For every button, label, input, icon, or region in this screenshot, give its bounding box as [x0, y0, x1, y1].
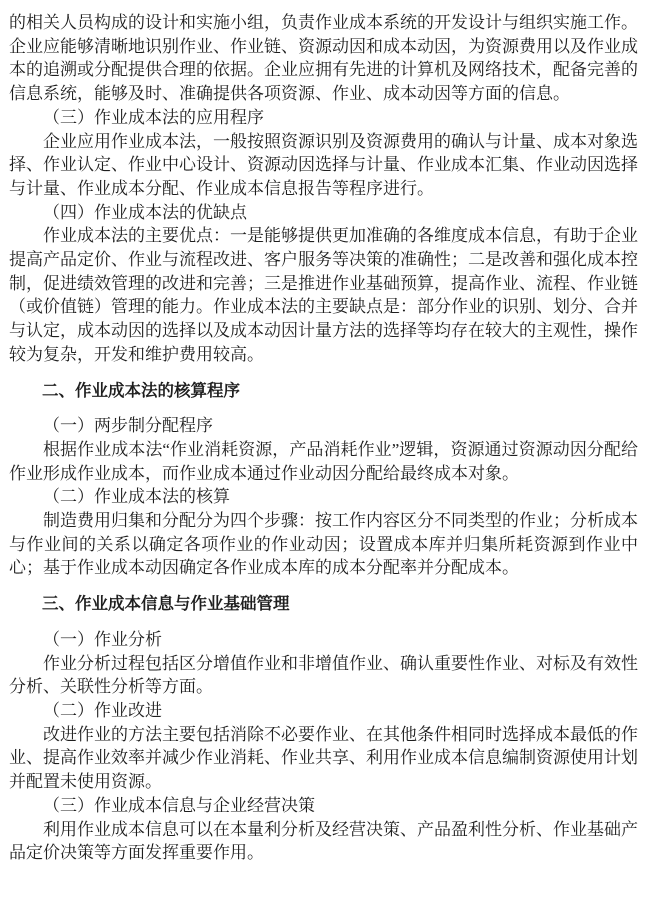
body-paragraph: 根据作业成本法“作业消耗资源，产品消耗作业”逻辑，资源通过资源动因分配给作业形成作业成本，而作业成本通过作业动因分配给最终成本对象。 — [9, 439, 638, 483]
sub-heading: （二）作业改进 — [43, 700, 162, 720]
body-paragraph: 企业应用作业成本法，一般按照资源识别及资源费用的确认与计量、成本对象选择、作业认定、作业中心设计、资源动因选择与计量、作业成本汇集、作业动因选择与计量、作业成本分配、作业成本信息报告等程序进行。 — [9, 131, 638, 198]
body-paragraph: 作业分析过程包括区分增值作业和非增值作业、确认重要性作业、对标及有效性分析、关联性分析等方面。 — [9, 653, 638, 697]
sub-heading: （一）作业分析 — [43, 629, 162, 649]
section-heading: 三、作业成本信息与作业基础管理 — [42, 595, 290, 614]
sub-heading: （三）作业成本信息与企业经营决策 — [43, 795, 315, 815]
body-paragraph: 制造费用归集和分配分为四个步骤：按工作内容区分不同类型的作业；分析成本与作业间的关系以确定各项作业的作业动因；设置成本库并归集所耗资源到作业中心；基于作业成本动因确定各作业成本库的成本分配率并分配成本。 — [9, 511, 638, 578]
body-paragraph: 的相关人员构成的设计和实施小组，负责作业成本系统的开发设计与组织实施工作。企业应能够清晰地识别作业、作业链、资源动因和成本动因，为资源费用以及作业成本的追溯或分配提供合理的依据。企业应拥有先进的计算机及网络技术，配备完善的信息系统，能够及时、准确提供各项资源、作业、成本动因等方面的信息。 — [9, 13, 638, 104]
sub-heading: （三）作业成本法的应用程序 — [43, 107, 264, 127]
body-paragraph: 作业成本法的主要优点：一是能够提供更加准确的各维度成本信息，有助于企业提高产品定价、作业与流程改进、客户服务等决策的准确性；二是改善和强化成本控制，促进绩效管理的改进和完善；三是推进作业基础预算，提高作业、流程、作业链（或价值链）管理的能力。作业成本法的主要缺点是：部分作业的识别、划分、合并与认定，成本动因的选择以及成本动因计量方法的选择等均存在较大的主观性，操作较为复杂，开发和维护费用较高。 — [9, 226, 638, 364]
body-paragraph: 改进作业的方法主要包括消除不必要作业、在其他条件相同时选择成本最低的作业、提高作业效率并减少作业消耗、作业共享、利用作业成本信息编制资源使用计划并配置未使用资源。 — [9, 724, 638, 792]
sub-heading: （二）作业成本法的核算 — [43, 487, 230, 507]
sub-heading: （四）作业成本法的优缺点 — [43, 202, 247, 222]
section-heading: 二、作业成本法的核算程序 — [42, 381, 240, 400]
body-paragraph: 利用作业成本信息可以在本量利分析及经营决策、产品盈利性分析、作业基础产品定价决策等方面发挥重要作用。 — [9, 819, 638, 863]
sub-heading: （一）两步制分配程序 — [43, 416, 213, 436]
